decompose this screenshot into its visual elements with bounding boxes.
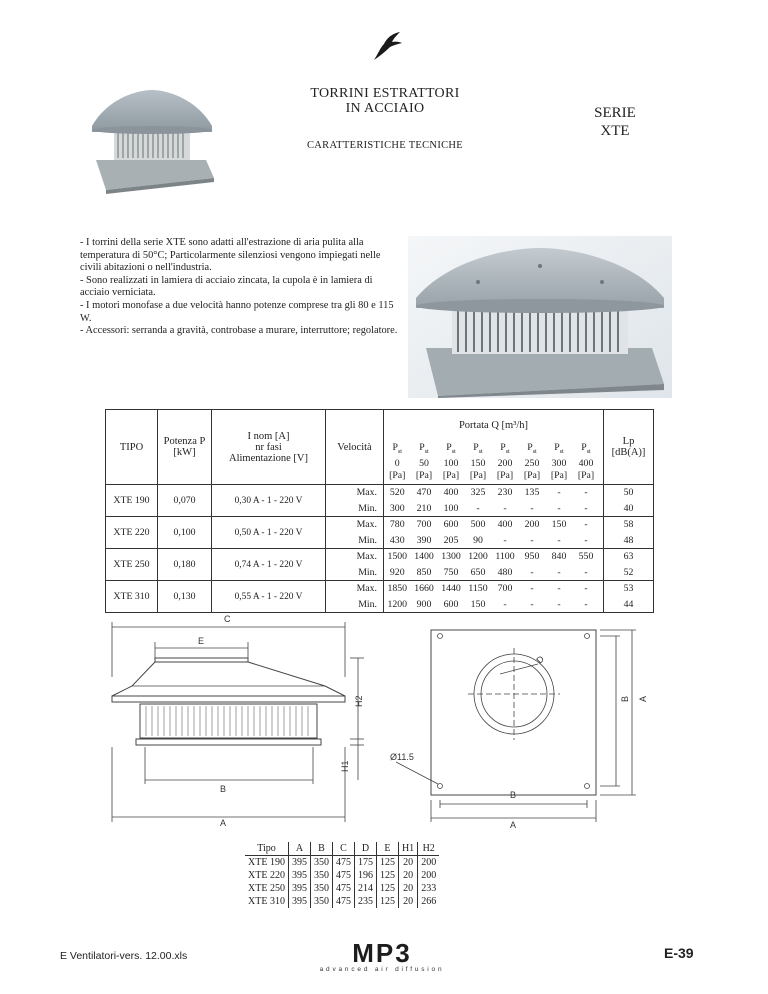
cell-portata: 135 xyxy=(519,485,546,501)
serie-label xyxy=(580,104,650,140)
cell-velocita: Min. xyxy=(326,533,384,549)
pressure-symbol xyxy=(465,442,492,458)
cell-portata: 200 xyxy=(519,517,546,533)
cell-portata: - xyxy=(530,566,534,578)
cell-portata: - xyxy=(519,597,546,613)
pressure-symbol-p: P xyxy=(473,442,479,454)
cell-lp: 48 xyxy=(604,533,654,549)
cell-portata: - xyxy=(557,502,561,514)
pressure-symbol-p: P xyxy=(446,442,452,454)
pressure-symbol xyxy=(546,442,573,458)
logo-text: MP3 xyxy=(352,938,412,968)
pressure-unit: [Pa] xyxy=(496,469,514,481)
description-item: - I motori monofase a due velocità hanno potenze comprese tra gli 80 e 115 W. xyxy=(80,299,394,324)
dim-header-cell: Tipo xyxy=(245,842,288,856)
cell-lp: 63 xyxy=(604,549,654,565)
header-potenza-line: [kW] xyxy=(173,447,196,458)
pressure-unit: [Pa] xyxy=(389,469,406,481)
header-pressure xyxy=(438,440,465,485)
cell-portata: 100 xyxy=(443,502,459,514)
cell-lp: 50 xyxy=(604,485,654,501)
dim-cell: 175 xyxy=(354,856,376,870)
cell-portata: 950 xyxy=(519,549,546,565)
dim-cell: 235 xyxy=(354,895,376,908)
dim-cell: 395 xyxy=(288,882,310,895)
pressure-unit: [Pa] xyxy=(523,469,541,481)
cell-portata: - xyxy=(584,566,588,578)
dim-cell: 350 xyxy=(310,869,332,882)
pressure-symbol xyxy=(438,442,465,458)
cell-inom: 0,50 A - 1 - 220 V xyxy=(212,517,326,549)
dim-header-row xyxy=(245,842,439,856)
pressure-unit: [Pa] xyxy=(577,469,595,481)
cell-velocita: Max. xyxy=(326,485,384,501)
cell-velocita: Max. xyxy=(326,581,384,597)
specification-table xyxy=(105,409,654,613)
dim-label-b-side: B xyxy=(220,784,227,794)
cell-portata: 650 xyxy=(470,566,486,578)
pressure-value: 100 xyxy=(443,457,459,469)
cell-portata: - xyxy=(584,502,588,514)
cell-velocita: Max. xyxy=(326,517,384,533)
logo-tagline: advanced air diffusion xyxy=(319,966,445,973)
dim-cell: 475 xyxy=(332,869,354,882)
dim-cell: 395 xyxy=(288,856,310,870)
dim-label-a-side: A xyxy=(220,818,227,828)
title-line-1: TORRINI ESTRATTORI xyxy=(310,86,460,101)
cell-portata: 500 xyxy=(465,517,492,533)
cell-portata: 1660 xyxy=(411,581,438,597)
cell-inom: 0,74 A - 1 - 220 V xyxy=(212,549,326,581)
dim-cell: 196 xyxy=(354,869,376,882)
cell-velocita: Min. xyxy=(326,597,384,613)
header-potenza xyxy=(158,410,212,485)
dim-cell: 475 xyxy=(332,882,354,895)
cell-portata: 480 xyxy=(497,566,513,578)
cell-portata: 325 xyxy=(465,485,492,501)
dim-cell: 125 xyxy=(376,869,398,882)
header-lp-line: Lp xyxy=(622,436,635,447)
cell-tipo: XTE 310 xyxy=(106,581,158,613)
pressure-symbol-p: P xyxy=(527,442,533,454)
pressure-unit: [Pa] xyxy=(550,469,568,481)
dim-cell: XTE 220 xyxy=(248,869,285,881)
cell-portata: 850 xyxy=(416,566,432,578)
cell-portata: 1200 xyxy=(465,549,492,565)
table-row xyxy=(245,882,439,895)
cell-velocita: Max. xyxy=(326,549,384,565)
dim-label-d: D xyxy=(534,653,547,666)
header-pressure xyxy=(411,440,438,485)
cell-portata: 230 xyxy=(492,485,519,501)
cell-portata: - xyxy=(519,581,546,597)
pressure-symbol-sub: st xyxy=(478,448,483,455)
pressure-value: 0 xyxy=(394,457,400,469)
cell-portata: 1200 xyxy=(384,597,411,613)
pressure-symbol-sub: st xyxy=(586,448,591,455)
technical-drawing xyxy=(100,612,680,830)
cell-lp: 58 xyxy=(604,517,654,533)
cell-portata: 1400 xyxy=(411,549,438,565)
pressure-symbol xyxy=(411,442,438,458)
serie-line-1: SERIE xyxy=(594,105,636,121)
page-number: E-39 xyxy=(664,945,694,961)
dim-cell: XTE 310 xyxy=(248,895,285,907)
cell-portata: - xyxy=(476,502,480,514)
dim-cell: 350 xyxy=(310,895,332,908)
dim-cell: 20 xyxy=(398,882,417,895)
dim-label-h2: H2 xyxy=(354,695,364,707)
description-item: - Sono realizzati in lamiera di acciaio zincata, la cupola è in lamiera di acciaio verniciata. xyxy=(80,274,373,299)
cell-portata: - xyxy=(492,597,519,613)
header-portata: Portata Q [m³/h] xyxy=(384,410,604,441)
dim-cell: XTE 190 xyxy=(248,856,285,868)
table-row xyxy=(245,856,439,870)
dim-cell: 475 xyxy=(332,895,354,908)
dim-cell: XTE 250 xyxy=(248,882,285,894)
pressure-symbol-sub: st xyxy=(397,448,402,455)
dim-cell: 200 xyxy=(418,856,440,870)
dim-header-cell: D xyxy=(354,842,376,856)
cell-portata: - xyxy=(546,581,573,597)
cell-portata: 700 xyxy=(492,581,519,597)
dim-label-b-top: B xyxy=(510,790,517,800)
page-subtitle: CARATTERISTICHE TECNICHE xyxy=(306,140,464,151)
page-title xyxy=(270,86,500,116)
table-row xyxy=(106,549,654,565)
header-inom-line: nr fasi xyxy=(255,441,282,453)
cell-tipo: XTE 190 xyxy=(106,485,158,517)
cell-inom: 0,30 A - 1 - 220 V xyxy=(212,485,326,517)
pressure-symbol-sub: st xyxy=(532,448,537,455)
dim-cell: 125 xyxy=(376,882,398,895)
dim-cell: 233 xyxy=(418,882,440,895)
cell-inom: 0,55 A - 1 - 220 V xyxy=(212,581,326,613)
cell-portata: 1150 xyxy=(465,581,492,597)
pressure-value: 150 xyxy=(470,457,486,469)
dimensions-table xyxy=(245,842,439,908)
cell-tipo: XTE 220 xyxy=(106,517,158,549)
header-pressure xyxy=(384,440,411,485)
header-inom xyxy=(212,410,326,485)
table-row xyxy=(106,581,654,597)
cell-portata: - xyxy=(557,566,561,578)
pressure-symbol-p: P xyxy=(419,442,425,454)
footer-filename: E Ventilatori-vers. 12.00.xls xyxy=(60,950,188,962)
cell-portata: 205 xyxy=(443,534,459,546)
pressure-unit: [Pa] xyxy=(469,469,487,481)
cell-portata: - xyxy=(546,597,573,613)
cell-potenza: 0,180 xyxy=(158,549,212,581)
cell-lp: 40 xyxy=(604,501,654,517)
header-inom-line: Alimentazione [V] xyxy=(228,452,308,464)
dim-header-cell: H1 xyxy=(398,842,417,856)
dim-header-cell: B xyxy=(310,842,332,856)
cell-tipo: XTE 250 xyxy=(106,549,158,581)
pressure-value: 200 xyxy=(497,457,513,469)
pressure-unit: [Pa] xyxy=(415,469,433,481)
cell-portata: 900 xyxy=(411,597,438,613)
side-view-drawing xyxy=(112,622,364,822)
product-photo-small xyxy=(88,86,216,196)
cell-potenza: 0,130 xyxy=(158,581,212,613)
cell-portata: 600 xyxy=(438,517,465,533)
pressure-symbol-sub: st xyxy=(451,448,456,455)
dim-label-h1: H1 xyxy=(340,760,350,772)
header-potenza-line: Potenza P xyxy=(163,436,206,447)
description-item: - I torrini della serie XTE sono adatti all'estrazione di aria pulita alla temperatura di 50°C; Particolarmente silenziosi vengono impiegati nelle civili abitazioni o nell'industria. xyxy=(80,237,381,274)
cell-portata: 550 xyxy=(573,549,600,565)
dim-cell: 125 xyxy=(376,895,398,908)
cell-portata: - xyxy=(573,581,600,597)
description-item: - Accessori: serranda a gravità, controbase a murare, interruttore; regolatore. xyxy=(80,325,398,337)
cell-portata: 150 xyxy=(465,597,492,613)
cell-portata: 470 xyxy=(411,485,438,501)
cell-lp: 52 xyxy=(604,565,654,581)
dim-header-cell: E xyxy=(376,842,398,856)
cell-portata: 1100 xyxy=(492,549,519,565)
header-pressure xyxy=(492,440,519,485)
dim-cell: 200 xyxy=(418,869,440,882)
table-row xyxy=(106,517,654,533)
cell-lp: 53 xyxy=(604,581,654,597)
cell-portata: - xyxy=(503,534,507,546)
product-photo-large xyxy=(408,236,672,398)
table-row xyxy=(245,869,439,882)
table-row xyxy=(245,895,439,908)
pressure-symbol-sub: st xyxy=(424,448,429,455)
dimensions-table-wrapper xyxy=(245,842,439,908)
cell-portata: 300 xyxy=(389,502,405,514)
cell-portata: 600 xyxy=(438,597,465,613)
dim-label-c: C xyxy=(224,614,231,624)
cell-portata: - xyxy=(573,517,600,533)
pressure-symbol-p: P xyxy=(500,442,506,454)
cell-portata: 1500 xyxy=(384,549,411,565)
dim-cell: 395 xyxy=(288,869,310,882)
cell-portata: 90 xyxy=(473,534,483,546)
dim-header-cell: C xyxy=(332,842,354,856)
cell-velocita: Min. xyxy=(326,565,384,581)
cell-portata: 920 xyxy=(389,566,405,578)
dim-label-a-top: A xyxy=(510,820,517,830)
header-pressure xyxy=(519,440,546,485)
pressure-symbol-p: P xyxy=(554,442,560,454)
cell-portata: 430 xyxy=(389,534,405,546)
cell-potenza: 0,070 xyxy=(158,485,212,517)
cell-portata: 750 xyxy=(443,566,459,578)
pressure-symbol xyxy=(573,442,600,458)
pressure-value: 400 xyxy=(578,457,594,469)
cell-potenza: 0,100 xyxy=(158,517,212,549)
cell-portata: - xyxy=(530,502,534,514)
cell-lp: 44 xyxy=(604,597,654,613)
dim-cell: 266 xyxy=(418,895,440,908)
pressure-symbol xyxy=(519,442,546,458)
dim-cell: 20 xyxy=(398,895,417,908)
header-pressure xyxy=(465,440,492,485)
dim-cell: 125 xyxy=(376,856,398,870)
serie-line-2: XTE xyxy=(600,123,630,139)
cell-portata: 520 xyxy=(384,485,411,501)
dim-cell: 350 xyxy=(310,882,332,895)
table-row xyxy=(106,485,654,501)
dim-cell: 20 xyxy=(398,869,417,882)
cell-portata: - xyxy=(503,502,507,514)
cell-velocita: Min. xyxy=(326,501,384,517)
spec-header-row xyxy=(106,410,654,441)
pressure-value: 50 xyxy=(419,457,429,469)
dim-label-a-right: A xyxy=(638,695,648,702)
pressure-symbol-sub: st xyxy=(505,448,510,455)
pressure-value: 300 xyxy=(551,457,567,469)
product-description xyxy=(80,237,400,338)
hole-diameter-label: Ø11.5 xyxy=(390,752,414,762)
cell-portata: 840 xyxy=(546,549,573,565)
cell-portata: - xyxy=(573,485,600,501)
dim-header-cell: A xyxy=(288,842,310,856)
pressure-symbol-sub: st xyxy=(559,448,564,455)
cell-portata: 780 xyxy=(384,517,411,533)
header-pressure xyxy=(573,440,600,485)
header-lp-line: [dB(A)] xyxy=(611,447,646,458)
dim-label-e: E xyxy=(198,636,205,646)
cell-portata: - xyxy=(557,534,561,546)
title-line-2: IN ACCIAIO xyxy=(345,101,425,116)
bird-logo-icon xyxy=(370,30,404,62)
header-spacer xyxy=(600,440,604,485)
dim-cell: 350 xyxy=(310,856,332,870)
dim-cell: 20 xyxy=(398,856,417,870)
pressure-symbol xyxy=(492,442,519,458)
cell-portata: 150 xyxy=(546,517,573,533)
dim-cell: 214 xyxy=(354,882,376,895)
pressure-symbol-p: P xyxy=(392,442,398,454)
dim-cell: 475 xyxy=(332,856,354,870)
specification-table-wrapper xyxy=(105,409,654,613)
cell-portata: 1440 xyxy=(438,581,465,597)
cell-portata: 1850 xyxy=(384,581,411,597)
dim-header-cell: H2 xyxy=(418,842,440,856)
cell-portata: 210 xyxy=(416,502,432,514)
cell-portata: - xyxy=(546,485,573,501)
pressure-symbol-p: P xyxy=(581,442,587,454)
cell-portata: 700 xyxy=(411,517,438,533)
dim-label-b-right: B xyxy=(620,695,630,702)
cell-portata: - xyxy=(584,534,588,546)
dim-cell: 395 xyxy=(288,895,310,908)
pressure-value: 250 xyxy=(524,457,540,469)
pressure-symbol xyxy=(384,442,411,458)
cell-portata: 400 xyxy=(438,485,465,501)
header-tipo: TIPO xyxy=(106,410,158,485)
cell-portata: - xyxy=(530,534,534,546)
header-inom-line: I nom [A] xyxy=(247,430,290,442)
cell-portata: - xyxy=(573,597,600,613)
header-velocita: Velocità xyxy=(326,410,384,485)
cell-portata: 400 xyxy=(492,517,519,533)
header-pressure xyxy=(546,440,573,485)
pressure-unit: [Pa] xyxy=(442,469,460,481)
cell-portata: 1300 xyxy=(438,549,465,565)
cell-portata: 390 xyxy=(416,534,432,546)
header-lp xyxy=(604,410,654,485)
